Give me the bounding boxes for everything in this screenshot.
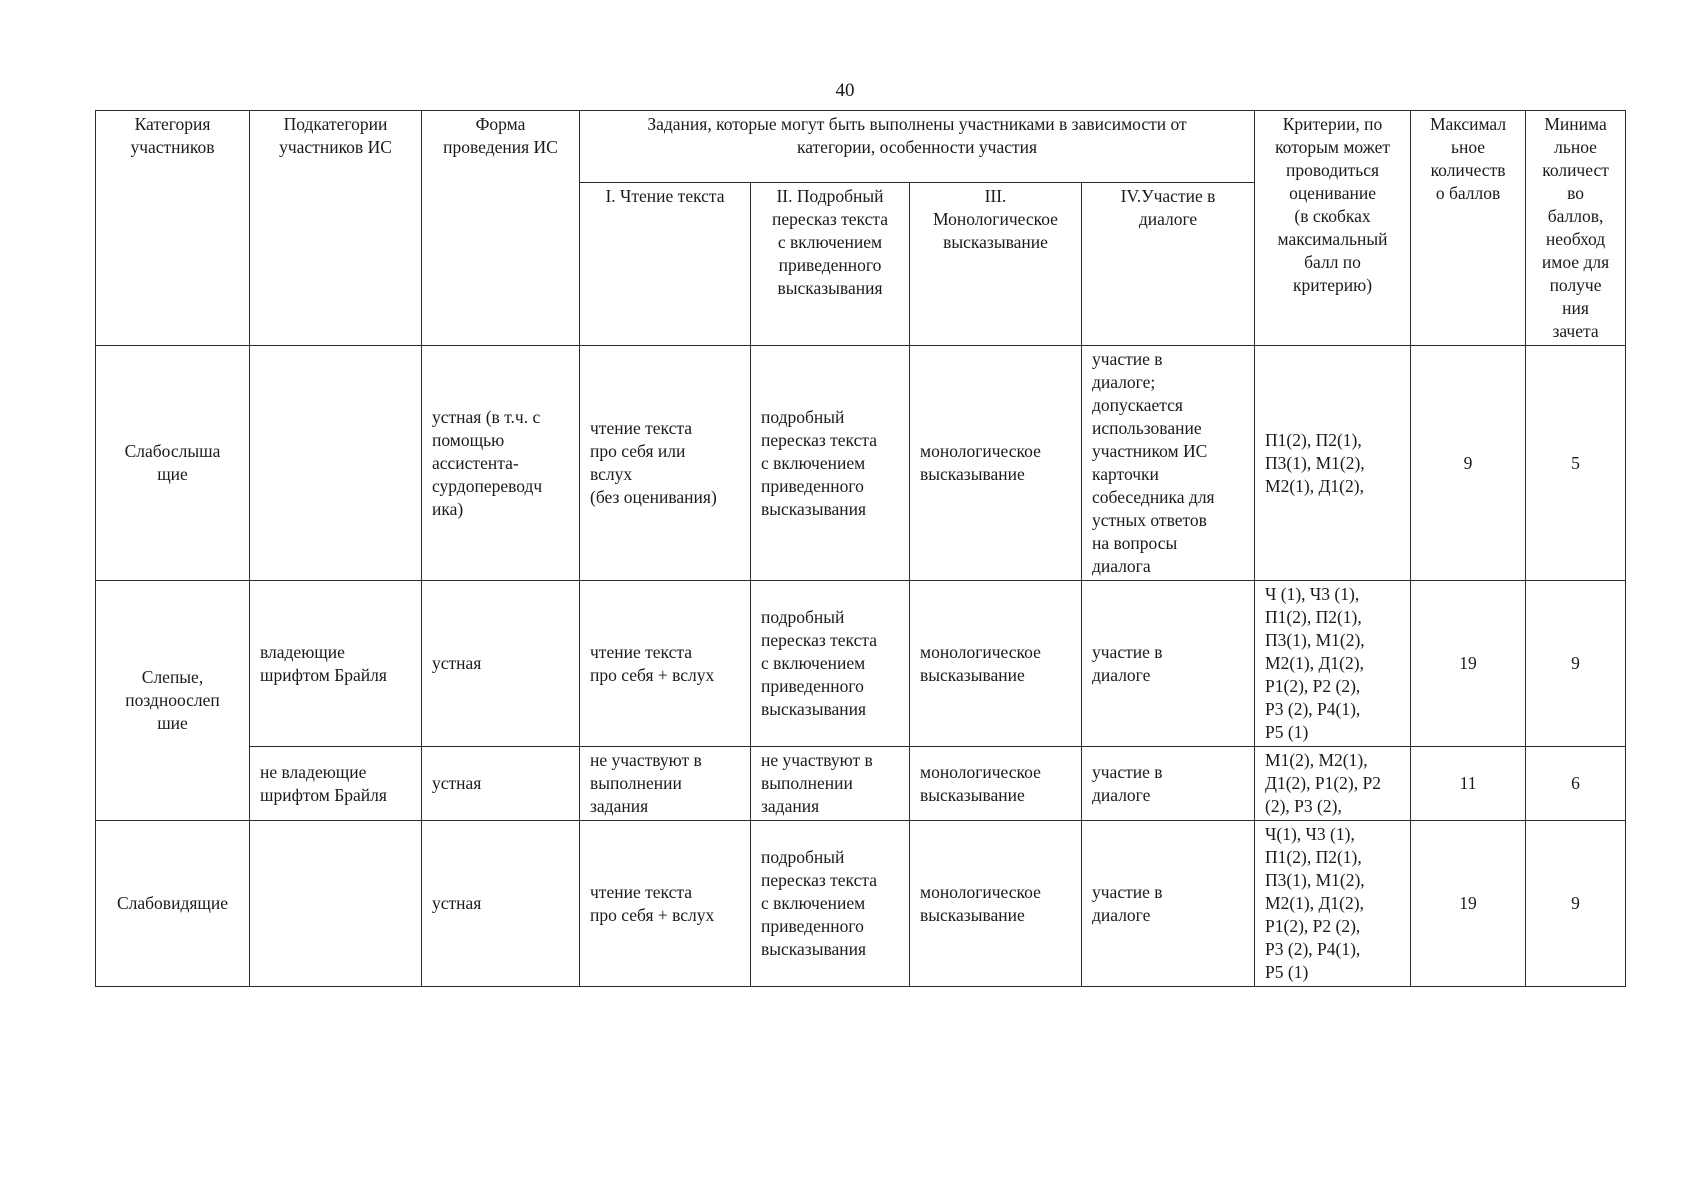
table-row (96, 346, 1626, 581)
cell-task-monologue: монологическое высказывание (910, 747, 1082, 821)
cell-category: Слабослыша щие (96, 346, 250, 581)
cell-task-retelling: не участвуют в выполнении задания (751, 747, 910, 821)
cell-task-reading: не участвуют в выполнении задания (580, 747, 751, 821)
header-task-dialogue: IV.Участие в диалоге (1082, 183, 1255, 346)
cell-subcategory (250, 346, 422, 581)
cell-task-dialogue: участие в диалоге (1082, 821, 1255, 987)
cell-task-monologue: монологическое высказывание (910, 346, 1082, 581)
cell-max-score: 9 (1411, 346, 1526, 581)
cell-task-monologue: монологическое высказывание (910, 821, 1082, 987)
cell-max-score: 19 (1411, 821, 1526, 987)
cell-task-reading: чтение текста про себя + вслух (580, 581, 751, 747)
cell-task-retelling: подробный пересказ текста с включением приведенного высказывания (751, 581, 910, 747)
cell-form: устная (422, 821, 580, 987)
cell-task-retelling: подробный пересказ текста с включением приведенного высказывания (751, 346, 910, 581)
cell-max-score: 19 (1411, 581, 1526, 747)
cell-criteria: М1(2), М2(1), Д1(2), Р1(2), Р2 (2), Р3 (2), (1255, 747, 1411, 821)
cell-min-score: 9 (1526, 581, 1626, 747)
cell-task-retelling: подробный пересказ текста с включением приведенного высказывания (751, 821, 910, 987)
cell-task-reading: чтение текста про себя или вслух (без оценивания) (580, 346, 751, 581)
cell-task-dialogue: участие в диалоге (1082, 747, 1255, 821)
table-row (96, 821, 1626, 987)
table-row (96, 747, 1626, 821)
cell-task-dialogue: участие в диалоге (1082, 581, 1255, 747)
cell-form: устная (в т.ч. с помощью ассистента- сурдопереводч ика) (422, 346, 580, 581)
header-min-score: Минима льное количест во баллов, необход имое для получе ния зачета (1526, 111, 1626, 346)
header-tasks-group: Задания, которые могут быть выполнены участниками в зависимости от категории, особенности участия (580, 111, 1255, 183)
cell-task-reading: чтение текста про себя + вслух (580, 821, 751, 987)
cell-category: Слабовидящие (96, 821, 250, 987)
cell-min-score: 6 (1526, 747, 1626, 821)
cell-max-score: 11 (1411, 747, 1526, 821)
header-task-reading: I. Чтение текста (580, 183, 751, 346)
cell-task-monologue: монологическое высказывание (910, 581, 1082, 747)
cell-criteria: Ч (1), Ч3 (1), П1(2), П2(1), П3(1), М1(2), М2(1), Д1(2), Р1(2), Р2 (2), Р3 (2), Р4(1), Р5 (1) (1255, 581, 1411, 747)
cell-min-score: 9 (1526, 821, 1626, 987)
cell-criteria: П1(2), П2(1), П3(1), М1(2), М2(1), Д1(2), (1255, 346, 1411, 581)
participants-table (95, 110, 1626, 987)
cell-criteria: Ч(1), Ч3 (1), П1(2), П2(1), П3(1), М1(2), М2(1), Д1(2), Р1(2), Р2 (2), Р3 (2), Р4(1), Р5 (1) (1255, 821, 1411, 987)
cell-subcategory: не владеющие шрифтом Брайля (250, 747, 422, 821)
cell-subcategory: владеющие шрифтом Брайля (250, 581, 422, 747)
table-row (96, 581, 1626, 747)
page-number: 40 (835, 80, 855, 101)
cell-form: устная (422, 581, 580, 747)
header-form: Форма проведения ИС (422, 111, 580, 346)
header-category: Категория участников (96, 111, 250, 346)
cell-min-score: 5 (1526, 346, 1626, 581)
header-task-monologue: III. Монологическое высказывание (910, 183, 1082, 346)
cell-task-dialogue: участие в диалоге; допускается использование участником ИС карточки собеседника для устных ответов на вопросы диалога (1082, 346, 1255, 581)
header-max-score: Максимал ьное количеств о баллов (1411, 111, 1526, 346)
cell-subcategory (250, 821, 422, 987)
header-row-1 (96, 111, 1626, 183)
header-subcategory: Подкатегории участников ИС (250, 111, 422, 346)
cell-form: устная (422, 747, 580, 821)
header-task-retelling: II. Подробный пересказ текста с включением приведенного высказывания (751, 183, 910, 346)
header-criteria: Критерии, по которым может проводиться оценивание (в скобках максимальный балл по критерию) (1255, 111, 1411, 346)
cell-category: Слепые, поздноослеп шие (96, 581, 250, 821)
